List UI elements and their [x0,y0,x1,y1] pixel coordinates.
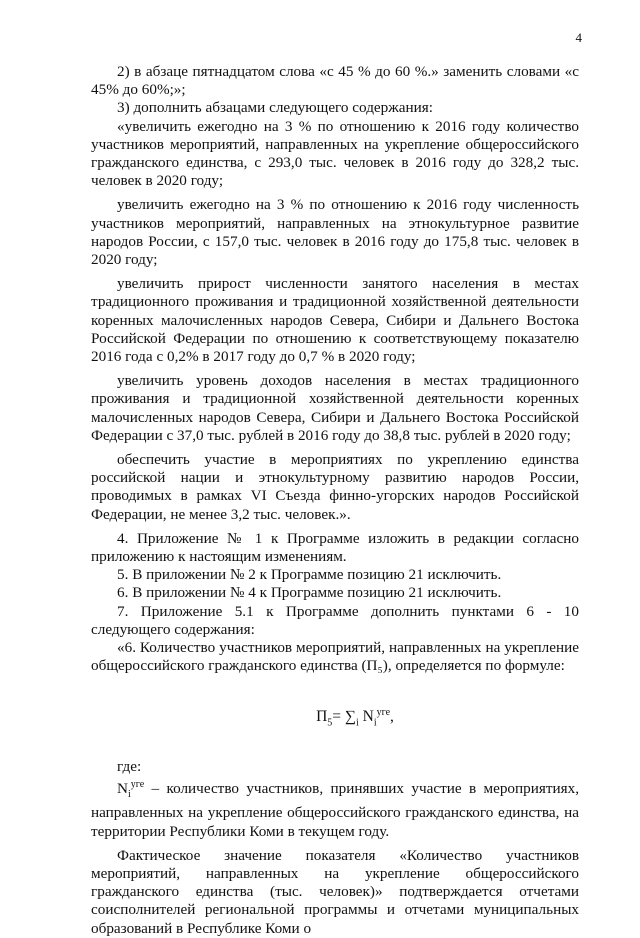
formula-lhs-sub: 5 [327,716,333,728]
definition-text: – количество участников, принявших участие в мероприятиях, направленных на укрепление общероссийского гражданского единства, на территории Республики Коми в текущем году. [91,780,579,840]
formula-tail: , [390,707,394,725]
document-body [91,63,579,938]
formula-sum-sub: i [355,716,359,728]
paragraph-4: увеличить ежегодно на 3 % по отношению к 2016 году численность участников мероприятий, направленных на этнокультурное развитие народов России, с 157,0 тыс. человек в 2016 году до 175,8 тыс. человек в 2020 году; [91,196,579,269]
definition-symbol-sub: i [127,789,131,801]
paragraph-8: 4. Приложение № 1 к Программе изложить в редакции согласно приложению к настоящим изменениям. [91,529,579,566]
formula-lhs: П [316,707,328,725]
paragraph-7: обеспечить участие в мероприятиях по укреплению единства российской нации и этнокультурному развитию народов России, проводимых в рамках VI Съезда финно-угорских народов Российской Федерации, не менее 3,2 тыс. человек.». [91,451,579,523]
paragraph-2: 3) дополнить абзацами следующего содержания: [117,99,433,117]
definition-paragraph [91,776,579,841]
paragraph-5: увеличить прирост численности занятого населения в местах традиционного проживания и традиционной хозяйственной деятельности коренных малочисленных народов Севера, Сибири и Дальнего Востока Российской Федерации по отношению к соответствующему показателю 2016 года с 0,2% в 2017 году до 0,7 % в 2020 году; [91,275,579,366]
paragraph-6: увеличить уровень доходов населения в местах традиционного проживания и традиционной хозяйственной деятельности коренных малочисленных народов Севера, Сибири и Дальнего Востока Российской Федерации с 37,0 тыс. рублей в 2016 году до 38,8 тыс. рублей в 2020 году; [91,372,579,444]
paragraph-1: 2) в абзаце пятнадцатом слова «с 45 % до 60 %.» заменить словами «с 45% до 60%;»; [91,63,579,99]
formula-term: N [358,707,374,725]
paragraph-10: 6. В приложении № 4 к Программе позицию 21 исключить. [117,584,502,602]
paragraph-11: 7. Приложение 5.1 к Программе дополнить пунктами 6 - 10 следующего содержания: [91,602,579,638]
page-number: 4 [575,30,582,45]
paragraph-last: Фактическое значение показателя «Количество участников мероприятий, направленных на укрепление общероссийского гражданского единства (тыс. человек)» подтверждается отчетами соисполнителей региональной программы и отчетами муниципальных образований в Республике Коми о [91,846,579,937]
definition-symbol: N [117,780,128,798]
paragraph-12: «6. Количество участников мероприятий, направленных на укрепление общероссийского гражданского единства (П₅), определяется по формуле: [91,639,579,675]
formula [91,704,579,732]
paragraph-9: 5. В приложении № 2 к Программе позицию 21 исключить. [117,566,502,584]
where-label: где: [117,757,142,775]
paragraph-3: «увеличить ежегодно на 3 % по отношению к 2016 году количество участников мероприятий, направленных на укрепление общероссийского гражданского единства, с 293,0 тыс. человек в 2016 году до 328,2 тыс. человек в 2020 году; [91,117,579,190]
definition-symbol-sup: уге [130,779,145,791]
formula-term-sub: i [373,716,377,728]
formula-sum: = ∑ [332,707,356,725]
formula-term-sup: уге [376,706,391,718]
